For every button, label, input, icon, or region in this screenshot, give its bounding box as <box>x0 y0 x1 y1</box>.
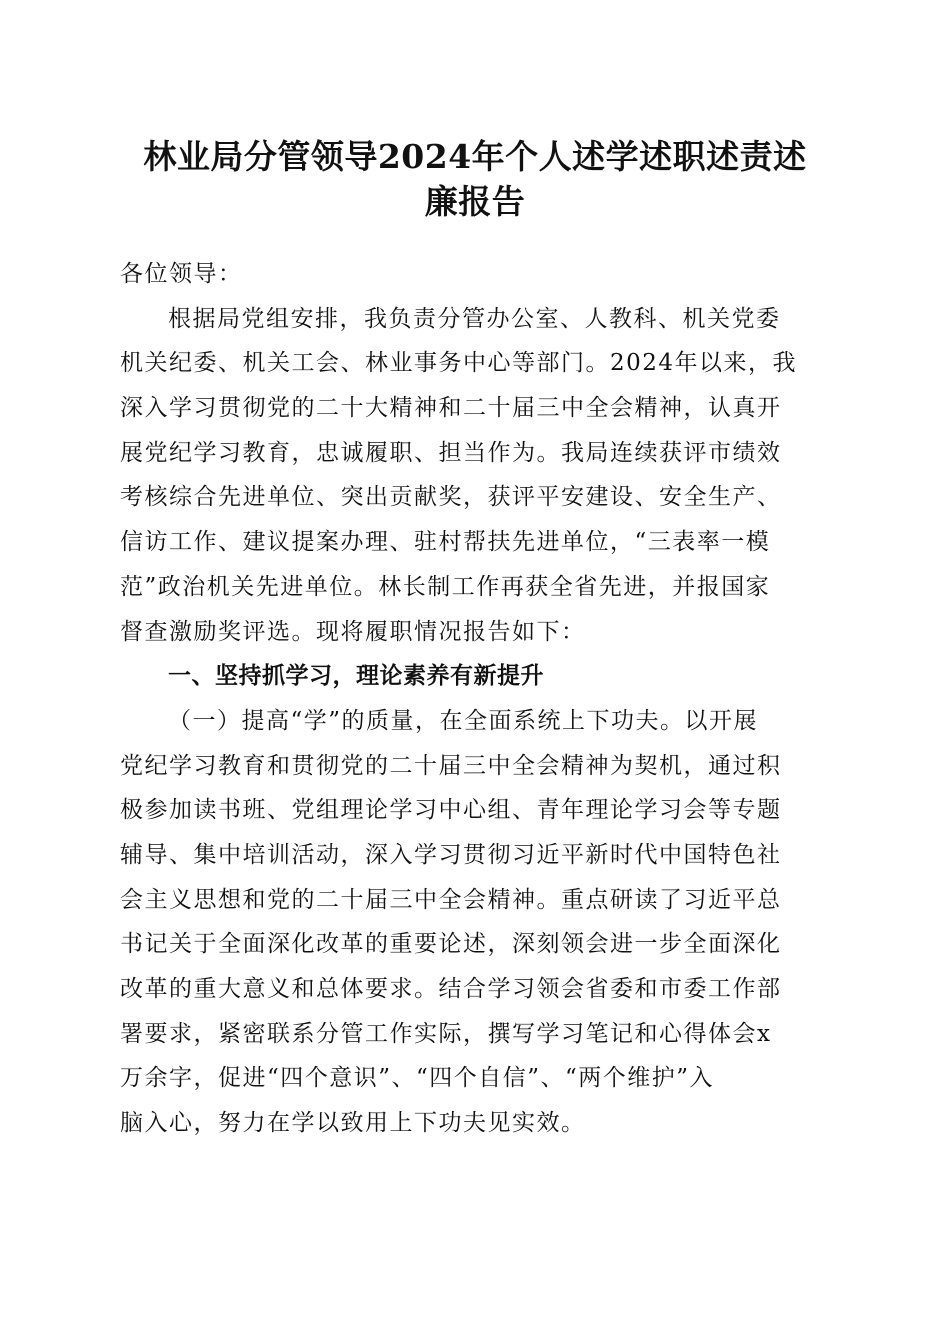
subsection-line-6: 书记关于全面深化改革的重要论述，深刻领会进一步全面深化 <box>120 931 782 958</box>
intro-line-6: 信访工作、建议提案办理、驻村帮扶先进单位，“三表率一模 <box>120 529 771 556</box>
subsection-line-3: 极参加读书班、党组理论学习中心组、青年理论学习会等专题 <box>120 797 782 824</box>
intro-line-1: 根据局党组安排，我负责分管办公室、人教科、机关党委 <box>168 305 781 332</box>
intro-line-7: 范”政治机关先进单位。林长制工作再获全省先进，并报国家 <box>120 573 771 600</box>
subsection-line-1: （一）提高“学”的质量，在全面系统上下功夫。以开展 <box>168 707 759 734</box>
intro-line-4: 展党纪学习教育，忠诚履职、担当作为。我局连续获评市绩效 <box>120 439 782 466</box>
subsection-line-10: 脑入心，努力在学以致用上下功夫见实效。 <box>120 1110 586 1137</box>
subsection-line-2: 党纪学习教育和贯彻党的二十届三中全会精神为契机，通过积 <box>120 752 782 779</box>
intro-line-8: 督查激励奖评选。现将履职情况报告如下： <box>120 618 586 645</box>
subsection-line-9: 万余字，促进“四个意识”、“四个自信”、“两个维护”入 <box>120 1065 715 1092</box>
section-heading: 一、坚持抓学习，理论素养有新提升 <box>168 663 544 690</box>
document-title <box>110 134 840 223</box>
intro-line-2: 机关纪委、机关工会、林业事务中心等部门。2024年以来，我 <box>120 350 798 377</box>
title-line-1: 林业局分管领导2024年个人述学述职述责述 <box>143 137 807 176</box>
intro-line-3: 深入学习贯彻党的二十大精神和二十届三中全会精神，认真开 <box>120 395 782 422</box>
title-line-2: 廉报告 <box>424 181 526 221</box>
subsection-line-5: 会主义思想和党的二十届三中全会精神。重点研读了习近平总 <box>120 886 782 913</box>
greeting: 各位领导： <box>120 261 243 287</box>
intro-line-5: 考核综合先进单位、突出贡献奖，获评平安建设、安全生产、 <box>120 484 782 511</box>
subsection-line-4: 辅导、集中培训活动，深入学习贯彻习近平新时代中国特色社 <box>120 841 782 868</box>
document-body <box>120 252 832 1146</box>
subsection-line-7: 改革的重大意义和总体要求。结合学习领会省委和市委工作部 <box>120 976 782 1002</box>
subsection-line-8: 署要求，紧密联系分管工作实际，撰写学习笔记和心得体会x <box>120 1020 772 1047</box>
